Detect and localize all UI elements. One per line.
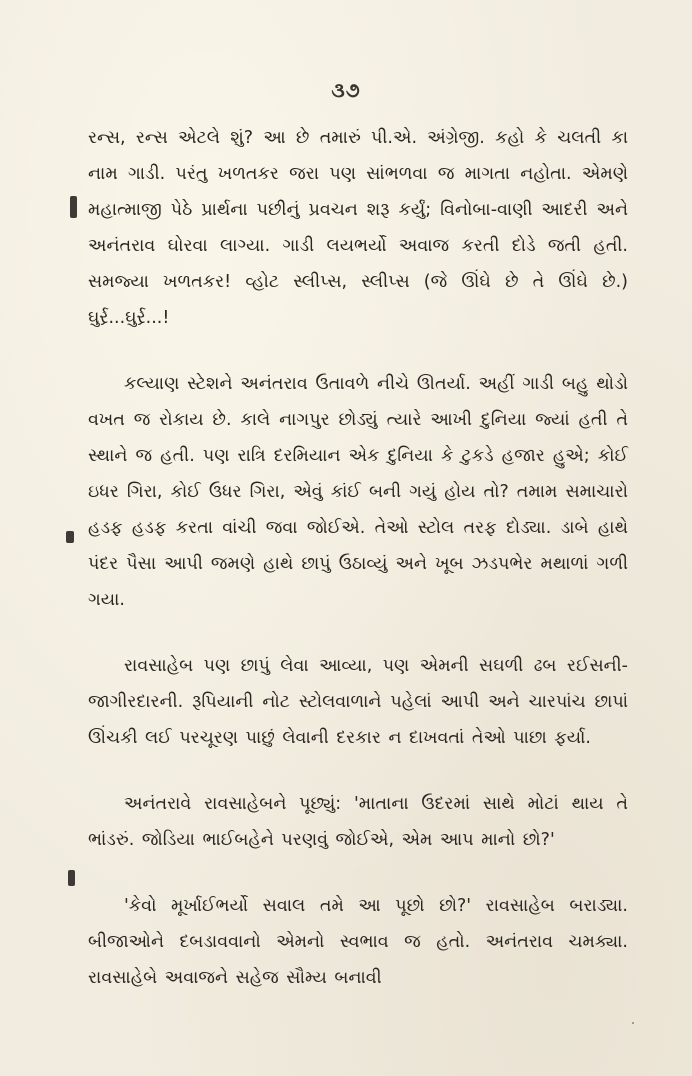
paper-speck [632,1022,634,1024]
paragraph-3: રાવસાહેબ પણ છાપું લેવા આવ્યા, પણ એમની સઘળી ઢબ રઈસની-જાગીરદારની. રૂપિયાની નોટ સ્ટોલવાળાને પહેલાં આપી અને ચારપાંચ છાપાં ઊંચકી લઈ પરચૂરણ પાછું લેવાની દરકાર ન દાખવતાં તેઓ પાછા ફર્યા. [88,656,628,748]
paragraph-2: કલ્યાણ સ્ટેશને અનંતરાવ ઉતાવળે નીચે ઊતર્યા. અહીં ગાડી બહુ થોડો વખત જ રોકાય છે. કાલે નાગપુર છોડ્યું ત્યારે આખી દુનિયા જ્યાં હતી તે સ્થાને જ હતી. પણ રાત્રિ દરમિયાન એક દુનિયા કે ટુકડે હજાર હુએ; કોઈ ઇધર ગિરા, કોઈ ઉધર ગિરા, એવું કાંઈ બની ગયું હોય તો? તમામ સમાચારો હડફ હડફ કરતા વાંચી જવા જોઈએ. તેઓ સ્ટોલ તરફ દોડ્યા. ડાબે હાથે પંદર પૈસા આપી જમણે હાથે છાપું ઉઠાવ્યું અને ખૂબ ઝડપભેર મથાળાં ગળી ગયા. [88,374,628,610]
paragraph-1: રન્સ, રન્સ એટલે શું? આ છે તમારું પી.એ. અંગ્રેજી. કહો કે ચલતી કા નામ ગાડી. પરંતુ ખળતકર જરા પણ સાંભળવા જ માગતા નહોતા. એમણે મહાત્માજી પેઠે પ્રાર્થના પછીનું પ્રવચન શરૂ કર્યું; વિનોબા-વાણી આદરી અને અનંતરાવ ઘોરવા લાગ્યા. ગાડી લયભર્યો અવાજ કરતી દોડે જતી હતી. સમજ્યા ખળતકર! વ્હોટ સ્લીપ્સ, સ્લીપ્સ (જે ઊંઘે છે તે ઊંઘે છે.) ઘુર્ર્ર...ઘુર્ર્ર...! [88,128,628,328]
paragraph-5: 'કેવો મૂર્ખાઈભર્યો સવાલ તમે આ પૂછો છો?' રાવસાહેબ બરાડ્યા. બીજાઓને દબડાવવાનો એમનો સ્વભાવ જ હતો. અનંતરાવ ચમક્યા. રાવસાહેબે અવાજને સહેજ સૌમ્ય બનાવી [88,896,628,988]
page-number: ૩૭ [331,78,361,102]
binding-mark-top [70,196,77,218]
body-text [88,120,628,996]
binding-mark-middle [66,531,74,543]
binding-mark-bottom [68,870,75,886]
paragraph-4: અનંતરાવે રાવસાહેબને પૂછ્યું: 'માતાના ઉદરમાં સાથે મોટાં થાય તે ભાંડરું. જોડિયા ભાઈબહેને પરણવું જોઈએ, એમ આપ માનો છો?' [88,794,628,850]
